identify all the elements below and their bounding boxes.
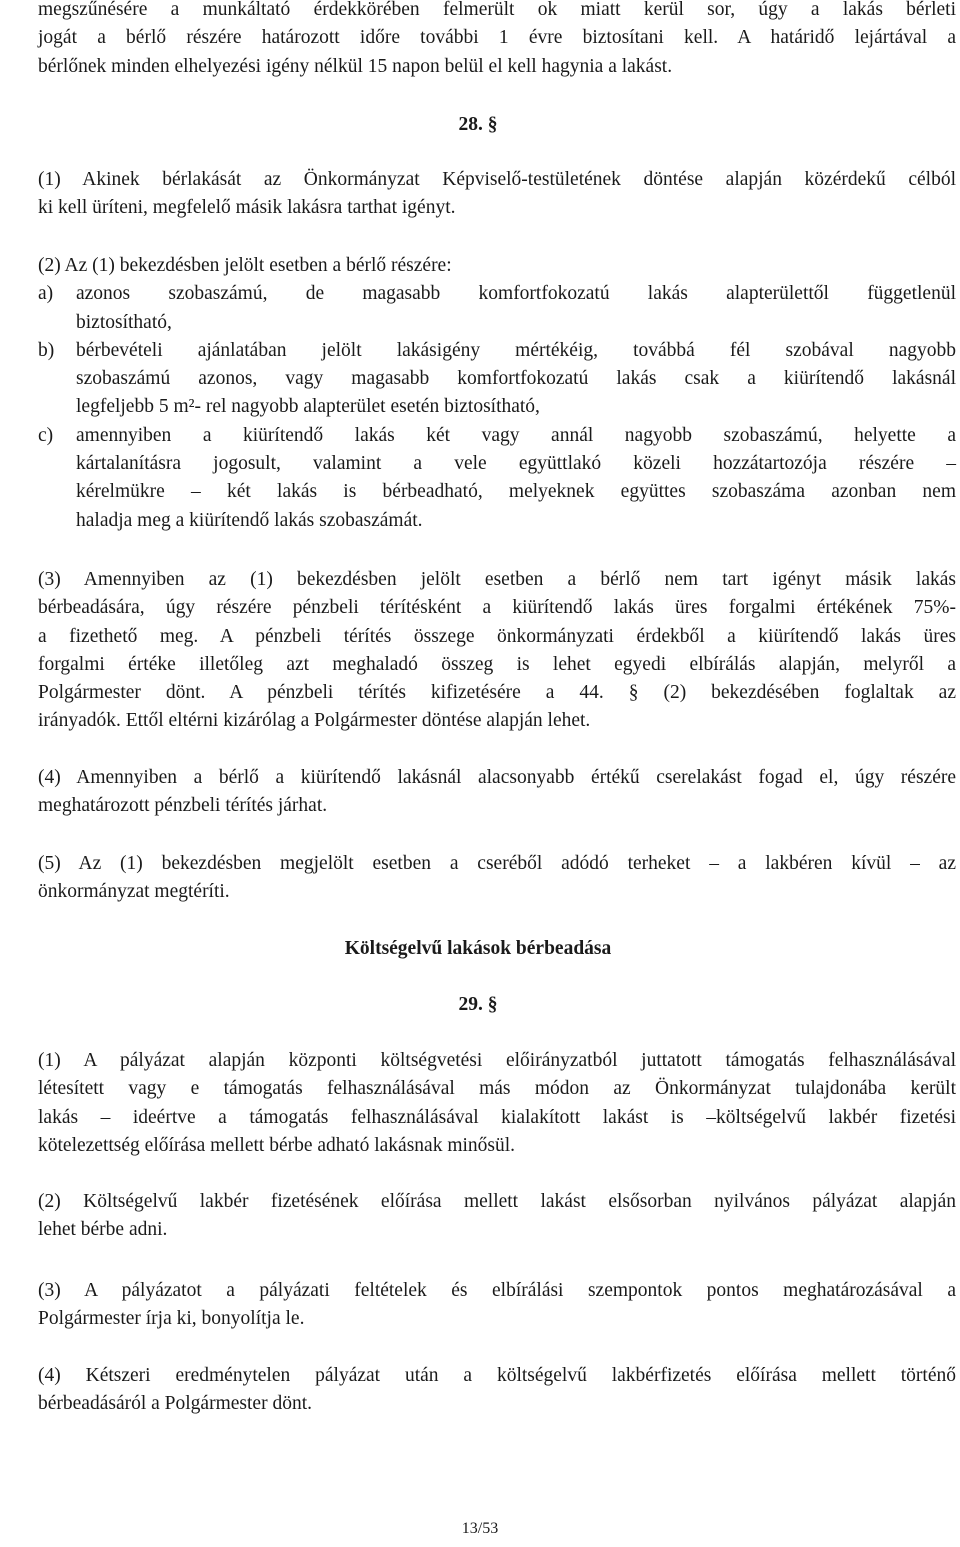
text-line: önkormányzat megtéríti. [38, 881, 230, 903]
list-item-c [38, 422, 956, 535]
page-number: 13/53 [461, 1520, 499, 1537]
chapter-title: Költségelvű lakások bérbeadása [344, 938, 612, 959]
text-line: létesített vagy e támogatás felhasználásával más módon az Önkormányzat tulajdonába került [38, 1078, 956, 1100]
text-line: haladja meg a kiürítendő lakás szobaszámát. [76, 509, 423, 531]
text-line: kérelmükre – két lakás is bérbeadható, melyeknek együttes szobaszáma azonban nem [76, 481, 956, 503]
paragraph-28-3 [38, 566, 956, 736]
paragraph-28-1 [38, 166, 956, 223]
list-label: a) [38, 283, 54, 305]
text-line: (4) Kétszeri eredménytelen pályázat után a költségelvű lakbérfizetés előírása mellett történő [38, 1365, 956, 1386]
list-label: c) [38, 424, 54, 446]
text-line: legfeljebb 5 m²- rel nagyobb alapterület esetén biztosítható, [76, 396, 540, 418]
text-line: szobaszámú azonos, vagy magasabb komfortfokozatú lakás csak a kiürítendő lakásnál [76, 368, 956, 390]
text-line: megszűnésére a munkáltató érdekkörében felmerült ok miatt kerül sor, úgy a lakás bérleti [38, 0, 956, 20]
text-line: (3) Amennyiben az (1) bekezdésben jelölt esetben a bérlő nem tart igényt másik lakás [38, 569, 956, 590]
text-line: bérlőnek minden elhelyezési igény nélkül 15 napon belül el kell hagynia a lakást. [38, 55, 673, 77]
text-line: bérbeadására, úgy részére pénzbeli térítésként a kiürítendő lakás üres forgalmi értékének 75%- [38, 597, 956, 619]
paragraph-29-3 [38, 1277, 956, 1334]
list-item-b [38, 337, 956, 422]
text-line: azonos szobaszámú, de magasabb komfortfokozatú lakás alapterülettől függetlenül [76, 283, 956, 305]
text-line: bérbevételi ajánlatában jelölt lakásigény mértékéig, továbbá fél szobával nagyobb [76, 339, 956, 361]
paragraph-28-2 [38, 252, 956, 535]
text-line: lakás – ideértve a támogatás felhasználásával kialakított lakást is –költségelvű lakbér fizetési [38, 1106, 956, 1128]
text-line: kártalanításra jogosult, valamint a vele együttlakó közeli hozzátartozója részére – [76, 453, 956, 475]
text-line: amennyiben a kiürítendő lakás két vagy annál nagyobb szobaszámú, helyette a [76, 424, 956, 446]
paragraph-28-4 [38, 764, 956, 821]
text-line: Polgármester dönt. A pénzbeli térítés kifizetésére a 44. § (2) bekezdésében foglaltak az [38, 682, 956, 704]
list-label: b) [38, 339, 55, 361]
text-line: (1) Akinek bérlakását az Önkormányzat Képviselő-testületének döntése alapján közérdekű célból [38, 169, 956, 190]
paragraph-29-4 [38, 1362, 956, 1419]
text-line: meghatározott pénzbeli térítés járhat. [38, 795, 328, 817]
text-line: (5) Az (1) bekezdésben megjelölt esetben a cseréből adódó terheket – a lakbéren kívül – az [38, 853, 956, 874]
text-line: Polgármester írja ki, bonyolítja le. [38, 1308, 305, 1330]
text-line: (3) A pályázatot a pályázati feltételek és elbírálási szempontok pontos meghatározásával a [38, 1280, 956, 1301]
text-line: (2) Az (1) bekezdésben jelölt esetben a bérlő részére: [38, 255, 452, 276]
text-line: (4) Amennyiben a bérlő a kiürítendő lakásnál alacsonyabb értékű cserelakást fogad el, úgy részére [38, 767, 956, 788]
text-line: jogát a bérlő részére határozott időre további 1 évre biztosítani kell. A határidő lejártával a [38, 27, 956, 49]
text-line: lehet bérbe adni. [38, 1219, 168, 1241]
text-line: biztosítható, [76, 311, 172, 333]
text-line: kötelezettség előírása mellett bérbe adható lakásnak minősül. [38, 1134, 516, 1156]
text-line: (2) Költségelvű lakbér fizetésének előírása mellett lakást elsősorban nyilvános pályázat alapján [38, 1191, 956, 1212]
text-line: a fizethető meg. A pénzbeli térítés összege önkormányzati érdekből a kiürítendő lakás üres [38, 625, 956, 647]
paragraph-28-5 [38, 850, 956, 907]
paragraph-29-2 [38, 1188, 956, 1245]
text-line: forgalmi értéke illetőleg azt meghaladó összeg is lehet egyedi elbírálás alapján, melyről a [38, 653, 956, 675]
intro-paragraph [38, 0, 956, 81]
text-line: irányadók. Ettől eltérni kizárólag a Polgármester döntése alapján lehet. [38, 710, 591, 732]
text-line: bérbeadásáról a Polgármester dönt. [38, 1393, 312, 1415]
text-line: ki kell üríteni, megfelelő másik lakásra tarthat igényt. [38, 197, 456, 219]
text-line: (1) A pályázat alapján központi költségvetési előirányzatból juttatott támogatás felhasználásával [38, 1050, 956, 1071]
list-item-a [38, 280, 956, 337]
section-heading-28: 28. § [458, 114, 498, 135]
paragraph-29-1 [38, 1047, 956, 1160]
section-heading-29: 29. § [458, 994, 498, 1015]
